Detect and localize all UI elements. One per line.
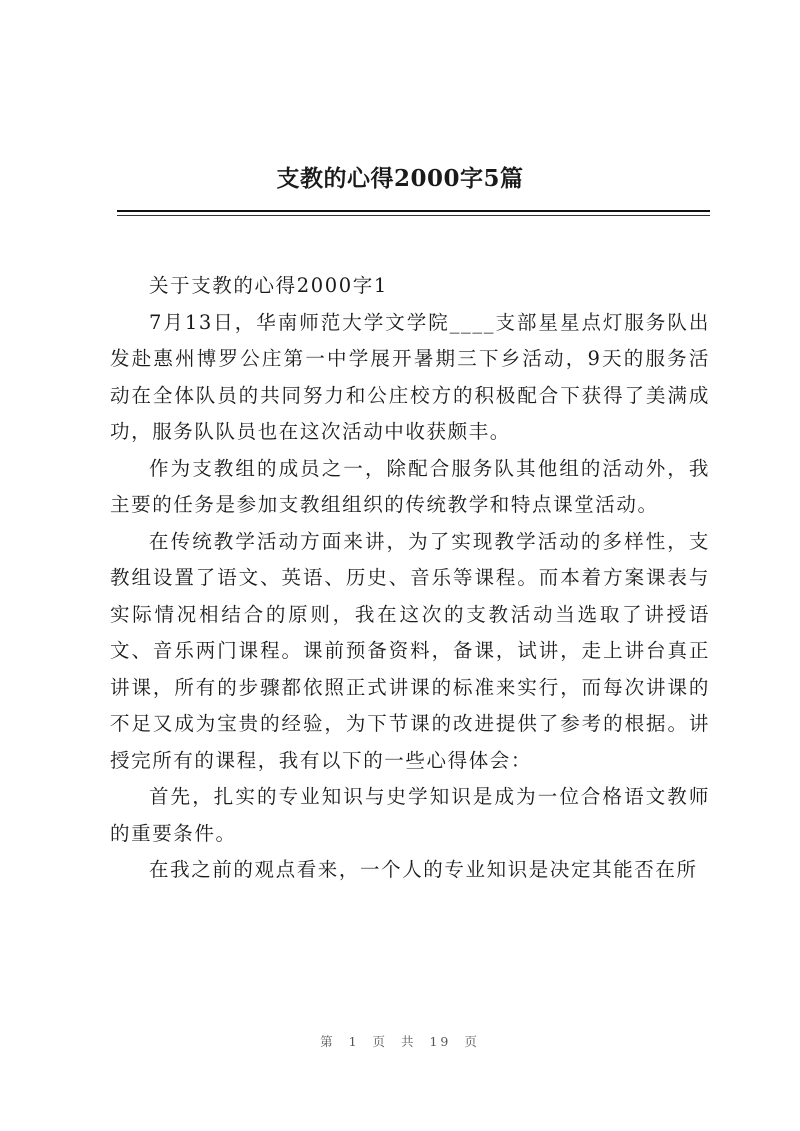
document-title: 支教的心得2000字5篇	[276, 165, 524, 192]
paragraph: 7月13日，华南师范大学文学院____支部星星点灯服务队出发赴惠州博罗公庄第一中学展开暑期三下乡活动，9天的服务活动在全体队员的共同努力和公庄校方的积极配合下获得了美满成功，服务队队员也在这次活动中收获颇丰。	[110, 310, 710, 443]
paragraph: 在我之前的观点看来，一个人的专业知识是决定其能否在所	[149, 858, 698, 881]
paragraph: 首先，扎实的专业知识与史学知识是成为一位合格语文教师的重要条件。	[110, 785, 710, 845]
section-heading: 关于支教的心得2000字1	[149, 274, 388, 297]
title-divider-thin	[117, 215, 710, 216]
page-footer: 第 1 页 共 19 页	[320, 1034, 480, 1049]
paragraph: 作为支教组的成员之一，除配合服务队其他组的活动外，我主要的任务是参加支教组组织的传统教学和特点课堂活动。	[110, 456, 710, 516]
title-divider	[117, 210, 710, 212]
paragraph: 在传统教学活动方面来讲，为了实现教学活动的多样性，支教组设置了语文、英语、历史、音乐等课程。而本着方案课表与实际情况相结合的原则，我在这次的支教活动当选取了讲授语文、音乐两门课程。课前预备资料，备课，试讲，走上讲台真正讲课，所有的步骤都依照正式讲课的标准来实行，而每次讲课的不足又成为宝贵的经验，为下节课的改进提供了参考的根据。讲授完所有的课程，我有以下的一些心得体会：	[110, 529, 710, 772]
document-body	[110, 268, 710, 889]
